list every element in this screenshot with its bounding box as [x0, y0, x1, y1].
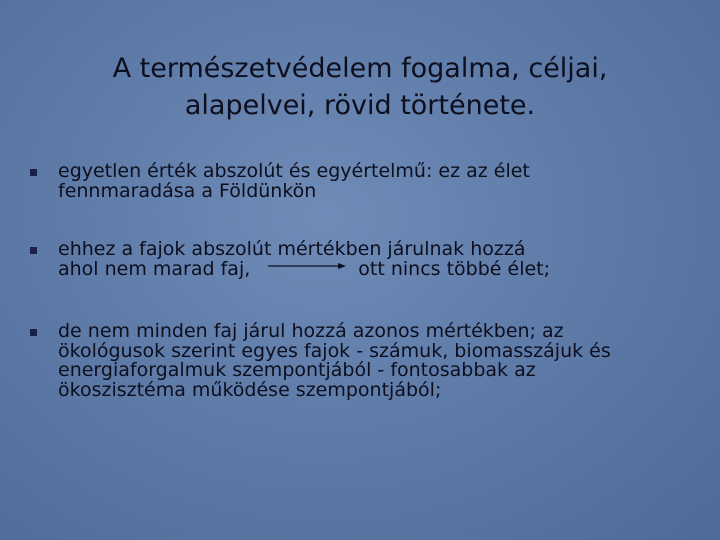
square-bullet-icon [30, 329, 37, 336]
bullet-3-line-1: de nem minden faj járul hozzá azonos mértékben; az [58, 320, 564, 342]
bullet-text-2 [58, 240, 688, 279]
bullet-2-line-2 [58, 257, 688, 280]
bullet-text-3 [58, 322, 688, 400]
bullet-1-line-2: fennmaradása a Földünkön [58, 179, 317, 202]
bullet-2-line-2-right: ott nincs többé élet; [358, 257, 551, 280]
title-line-2: alapelvei, rövid története. [184, 90, 536, 121]
square-bullet-icon [30, 247, 37, 254]
bullet-text-1 [58, 162, 688, 201]
bullet-2-line-1: ehhez a fajok abszolút mértékben járulnak hozzá [58, 238, 526, 260]
square-bullet-icon [30, 169, 37, 176]
bullet-2-line-2-left: ahol nem marad faj, [58, 257, 251, 280]
slide-title [60, 50, 660, 124]
bullet-3-line-2: ökológusok szerint egyes fajok - számuk, biomasszájuk és [58, 339, 611, 362]
bullet-3-line-3: energiaforgalmuk szempontjából - fontosabbak az [58, 359, 536, 381]
title-line-1: A természetvédelem fogalma, céljai, [112, 53, 608, 84]
right-arrow-icon [268, 261, 346, 271]
bullet-1-line-1: egyetlen érték abszolút és egyértelmű: ez az élet [58, 160, 530, 182]
bullet-3-line-4: ökoszisztéma működése szempontjából; [58, 378, 442, 401]
